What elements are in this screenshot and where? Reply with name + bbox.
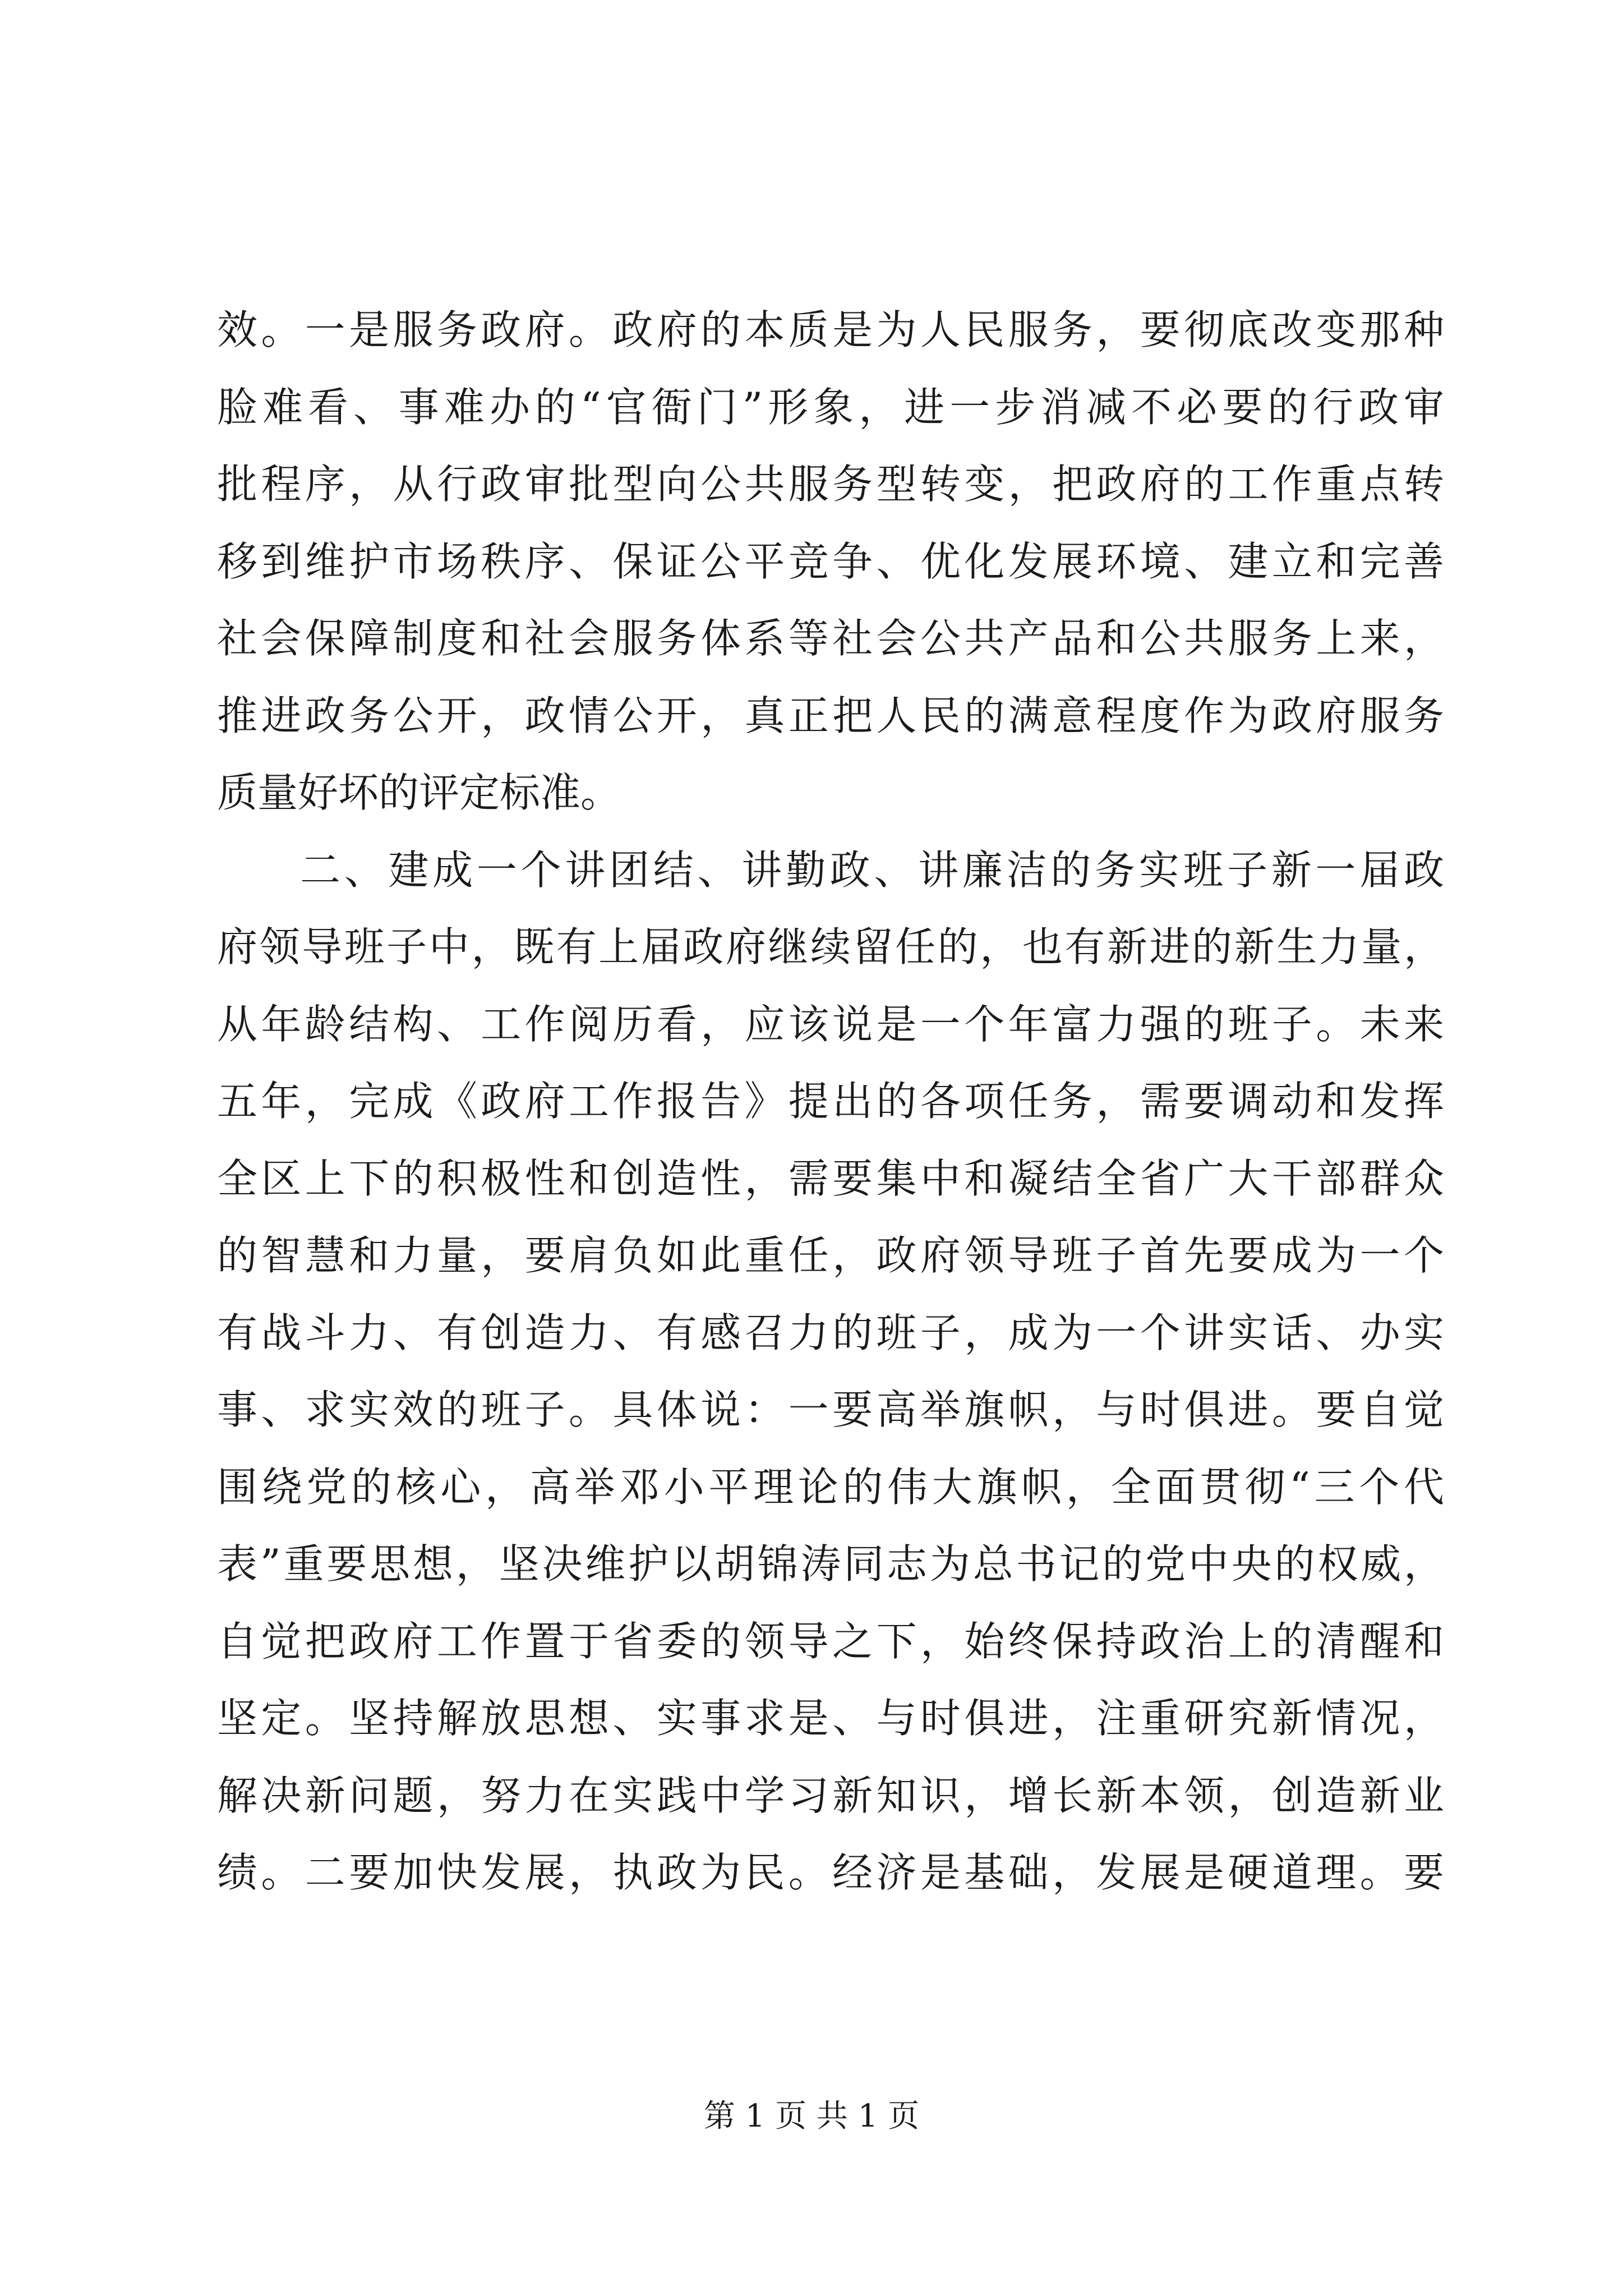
text-line: 府领导班子中，既有上届政府继续留任的，也有新进的新生力量， xyxy=(217,923,1444,970)
text-line: 事、求实效的班子。具体说：一要高举旗帜，与时俱进。要自觉 xyxy=(217,1386,1444,1433)
text-line: 的智慧和力量，要肩负如此重任，政府领导班子首先要成为一个 xyxy=(217,1232,1444,1279)
page-footer xyxy=(0,2097,1623,2136)
text-line: 坚定。坚持解放思想、实事求是、与时俱进，注重研究新情况， xyxy=(217,1695,1444,1742)
text-line: 全区上下的积极性和创造性，需要集中和凝结全省广大干部群众 xyxy=(217,1154,1444,1202)
text-line: 表”重要思想，坚决维护以胡锦涛同志为总书记的党中央的权威， xyxy=(217,1540,1444,1588)
text-line: 有战斗力、有创造力、有感召力的班子，成为一个讲实话、办实 xyxy=(217,1309,1444,1356)
text-line: 脸难看、事难办的“官衙门”形象，进一步消减不必要的行政审 xyxy=(217,383,1444,431)
text-line: 移到维护市场秩序、保证公平竞争、优化发展环境、建立和完善 xyxy=(217,537,1444,585)
text-line: 五年，完成《政府工作报告》提出的各项任务，需要调动和发挥 xyxy=(217,1078,1444,1125)
text-line: 从年龄结构、工作阅历看，应该说是一个年富力强的班子。未来 xyxy=(217,1000,1444,1048)
text-line: 社会保障制度和社会服务体系等社会公共产品和公共服务上来， xyxy=(217,615,1444,662)
text-line: 围绕党的核心，高举邓小平理论的伟大旗帜，全面贯彻“三个代 xyxy=(217,1463,1444,1511)
text-line: 自觉把政府工作置于省委的领导之下，始终保持政治上的清醒和 xyxy=(217,1617,1444,1665)
text-line: 绩。二要加快发展，执政为民。经济是基础，发展是硬道理。要 xyxy=(217,1849,1444,1896)
text-line: 批程序，从行政审批型向公共服务型转变，把政府的工作重点转 xyxy=(217,461,1444,508)
page-number-label: 第 1 页 共 1 页 xyxy=(703,2098,920,2134)
text-line: 解决新问题，努力在实践中学习新知识，增长新本领，创造新业 xyxy=(217,1772,1444,1819)
text-line: 效。一是服务政府。政府的本质是为人民服务，要彻底改变那种 xyxy=(217,306,1444,353)
text-line: 推进政务公开，政情公开，真正把人民的满意程度作为政府服务 xyxy=(217,692,1444,739)
text-line: 二、建成一个讲团结、讲勤政、讲廉洁的务实班子新一届政 xyxy=(300,846,1444,894)
document-body xyxy=(217,292,1444,1912)
text-line: 质量好坏的评定标准。 xyxy=(217,769,621,816)
